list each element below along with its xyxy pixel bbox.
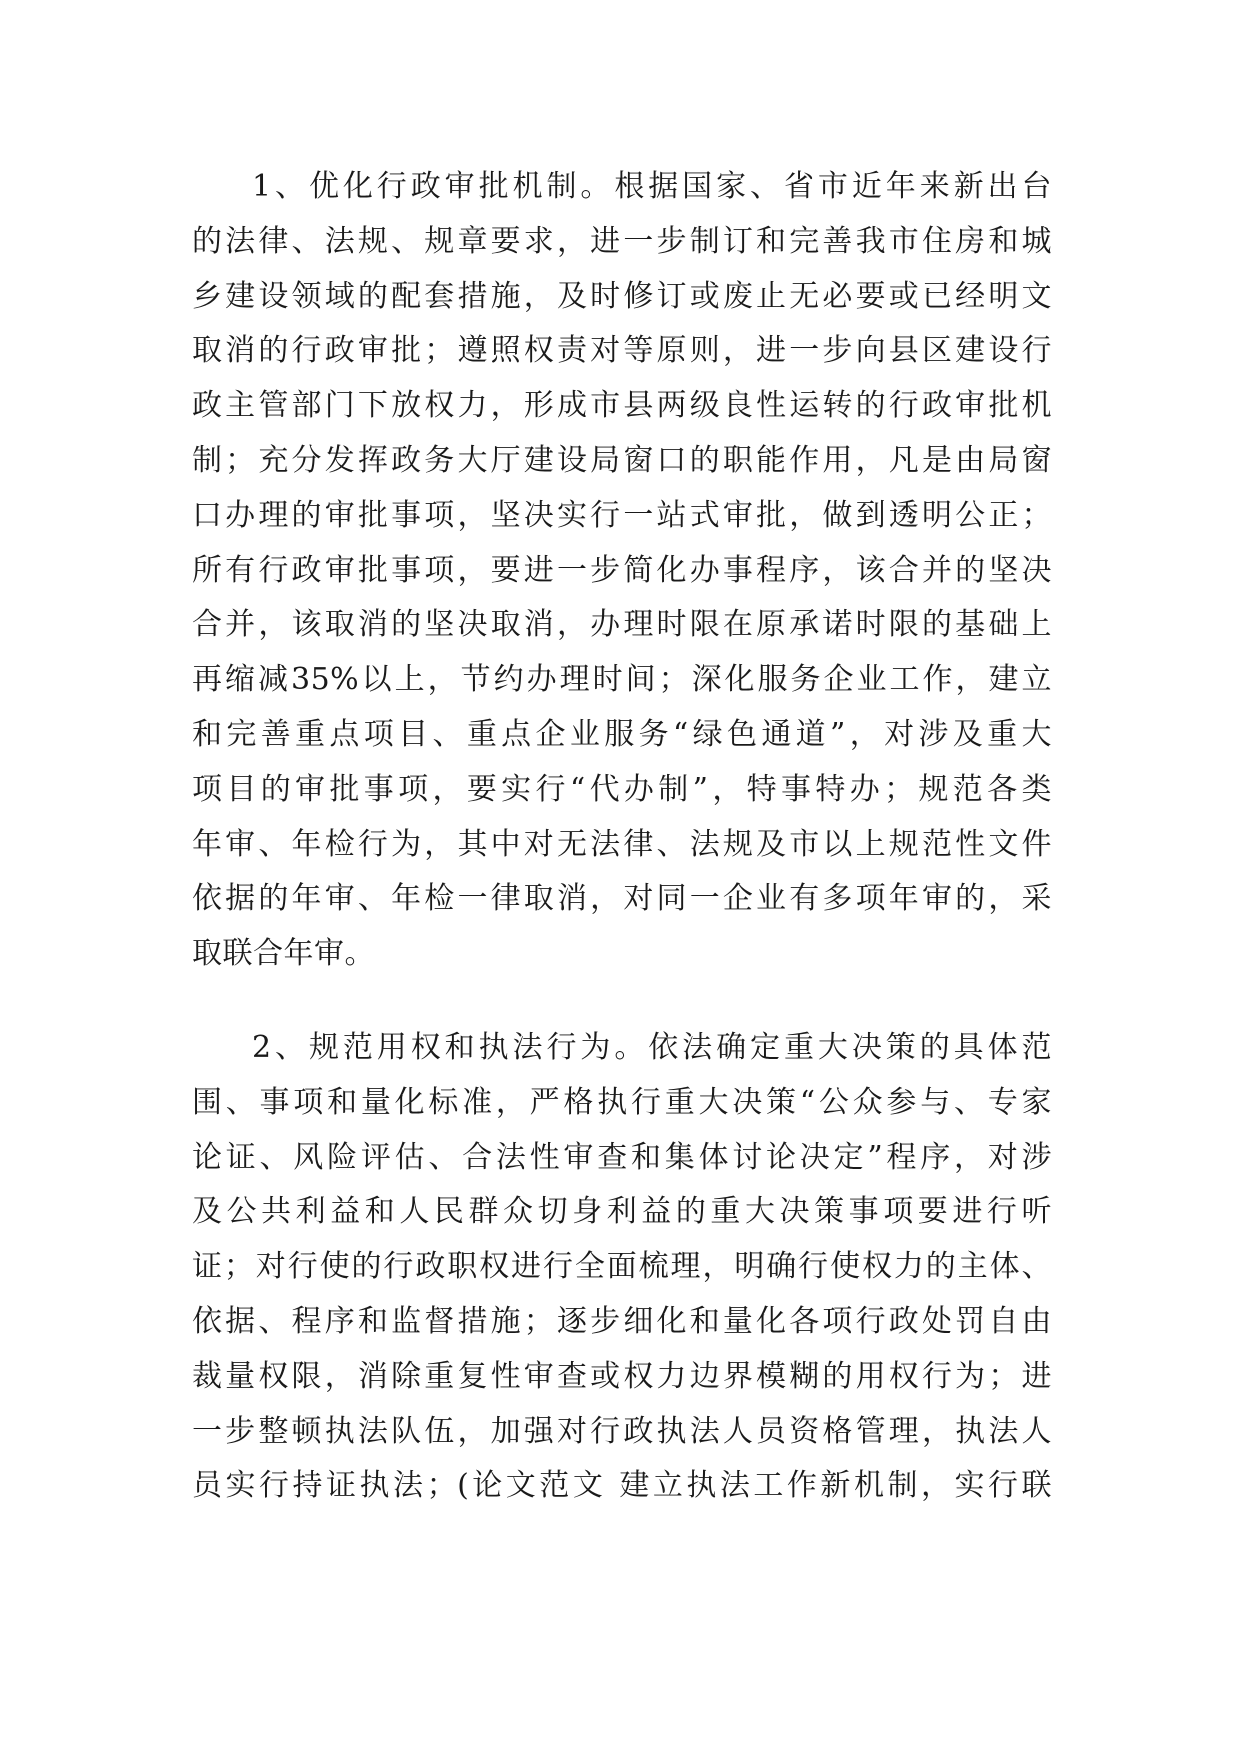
paragraph-line: 口办理的审批事项，坚决实行一站式审批，做到透明公正； [192, 497, 1052, 533]
paragraph-line: 乡建设领域的配套措施，及时修订或废止无必要或已经明文 [192, 278, 1052, 314]
paragraph-line: 一步整顿执法队伍，加强对行政执法人员资格管理，执法人 [192, 1413, 1052, 1449]
paragraph-line: 裁量权限，消除重复性审查或权力边界模糊的用权行为；进 [192, 1358, 1052, 1394]
paragraph-line: 1、优化行政审批机制。根据国家、省市近年来新出台 [252, 169, 1052, 204]
paragraph-line: 再缩减35%以上，节约办理时间；深化服务企业工作，建立 [192, 662, 1052, 698]
paragraph-1 [192, 160, 1052, 982]
paragraph-line: 及公共利益和人民群众切身利益的重大决策事项要进行听 [192, 1194, 1052, 1230]
paragraph-line: 的法律、法规、规章要求，进一步制订和完善我市住房和城 [192, 223, 1052, 259]
paragraph-line: 合并，该取消的坚决取消，办理时限在原承诺时限的基础上 [192, 607, 1052, 643]
paragraph-line: 制；充分发挥政务大厅建设局窗口的职能作用，凡是由局窗 [192, 442, 1052, 478]
paragraph-line: 政主管部门下放权力，形成市县两级良性运转的行政审批机 [192, 388, 1052, 424]
paragraph-line: 论证、风险评估、合法性审查和集体讨论决定”程序，对涉 [192, 1139, 1052, 1175]
paragraph-line: 员实行持证执法；(论文范文 建立执法工作新机制，实行联 [192, 1468, 1052, 1504]
paragraph-line: 项目的审批事项，要实行“代办制”，特事特办；规范各类 [192, 771, 1052, 807]
paragraph-line: 围、事项和量化标准，严格执行重大决策“公众参与、专家 [192, 1084, 1052, 1120]
paragraph-line: 取联合年审。 [192, 936, 375, 972]
paragraph-2 [192, 1021, 1052, 1514]
paragraph-line: 和完善重点项目、重点企业服务“绿色通道”，对涉及重大 [192, 716, 1052, 752]
paragraph-line: 2、规范用权和执法行为。依法确定重大决策的具体范 [252, 1030, 1052, 1065]
paragraph-line: 证；对行使的行政职权进行全面梳理，明确行使权力的主体、 [192, 1249, 1052, 1285]
paragraph-line: 年审、年检行为，其中对无法律、法规及市以上规范性文件 [192, 826, 1052, 862]
paragraph-line: 所有行政审批事项，要进一步简化办事程序，该合并的坚决 [192, 552, 1052, 588]
paragraph-line: 取消的行政审批；遵照权责对等原则，进一步向县区建设行 [192, 333, 1052, 369]
paragraph-line: 依据、程序和监督措施；逐步细化和量化各项行政处罚自由 [192, 1303, 1052, 1339]
paragraph-line: 依据的年审、年检一律取消，对同一企业有多项年审的，采 [192, 881, 1052, 917]
